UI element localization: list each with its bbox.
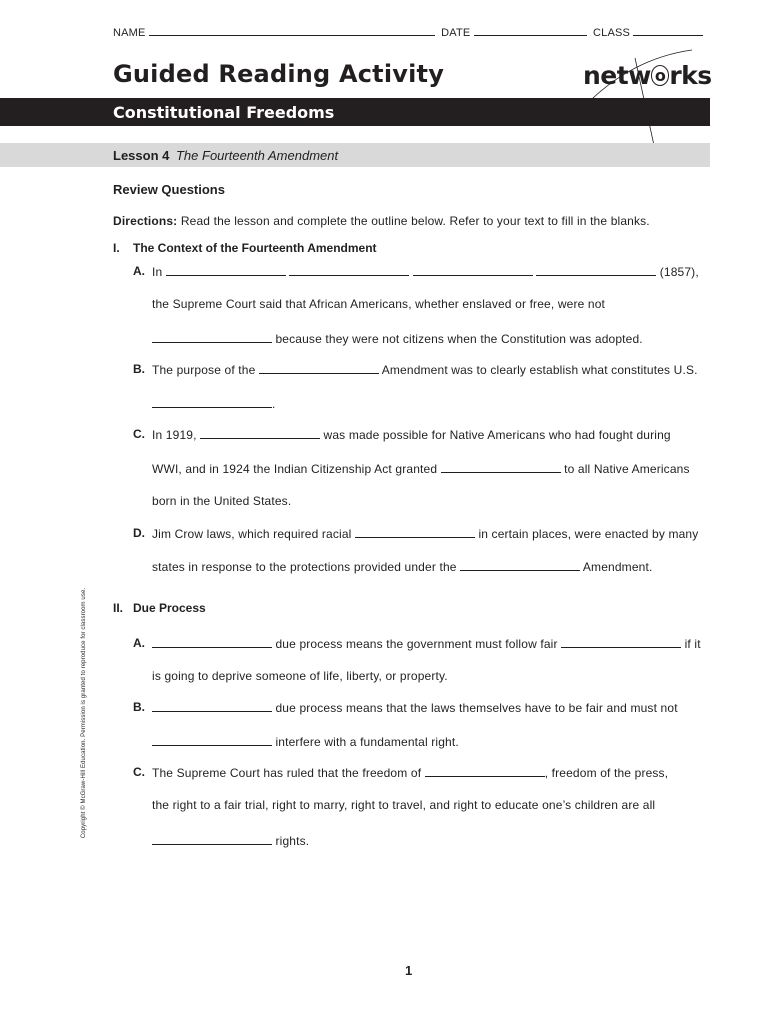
logo-text-middle: o [654, 66, 666, 85]
question-2a-line1 [152, 636, 701, 651]
logo-text-end: rks [669, 61, 712, 90]
question-text: interfere with a fundamental right. [275, 735, 459, 749]
page-number: 1 [405, 963, 413, 978]
question-text: if it [684, 637, 701, 651]
lesson-number: Lesson 4 [113, 148, 170, 163]
question-text: The purpose of the [152, 363, 256, 377]
answer-blank-1b-1[interactable] [259, 362, 379, 374]
question-1a-line3 [152, 331, 643, 346]
question-text: rights. [275, 834, 310, 848]
name-label: NAME [113, 27, 146, 39]
answer-blank-2b-2[interactable] [152, 734, 272, 746]
answer-blank-2c-2[interactable] [152, 833, 272, 845]
answer-blank-1a-4[interactable] [536, 264, 656, 276]
item-letter: B. [133, 700, 145, 714]
question-text: In [152, 265, 163, 279]
item-letter: D. [133, 526, 145, 540]
item-letter: B. [133, 362, 145, 376]
question-text: because they were not citizens when the Constitution was adopted. [275, 332, 643, 346]
answer-blank-2b-1[interactable] [152, 700, 272, 712]
answer-blank-1a-5[interactable] [152, 331, 272, 343]
directions-label: Directions: [113, 214, 178, 228]
question-1b-line1 [152, 362, 698, 377]
question-1c-line3: born in the United States. [152, 494, 292, 508]
copyright-notice: Copyright © McGraw-Hill Education. Permission is granted to reproduce for classroom use. [81, 587, 87, 839]
question-2b-line1 [152, 700, 678, 715]
page-title: Guided Reading Activity [113, 60, 445, 88]
directions-text: Read the lesson and complete the outline below. Refer to your text to fill in the blanks. [180, 214, 650, 228]
question-2c-line2: the right to a fair trial, right to marry, right to travel, and right to educate one’s children are all [152, 798, 656, 812]
lesson-heading [113, 148, 338, 163]
question-text: due process means the government must follow fair [275, 637, 558, 651]
banner-title: Constitutional Freedoms [113, 103, 335, 122]
item-letter: C. [133, 765, 145, 779]
question-text: was made possible for Native Americans who had fought during [323, 428, 671, 442]
section-numeral-1: I. [113, 241, 120, 255]
answer-blank-2c-1[interactable] [425, 765, 545, 777]
question-text: The Supreme Court has ruled that the freedom of [152, 766, 422, 780]
review-heading: Review Questions [113, 182, 225, 197]
question-text: due process means that the laws themselves have to be fair and must not [275, 701, 678, 715]
lesson-bar [0, 143, 710, 167]
item-letter: A. [133, 636, 145, 650]
section-title-1: The Context of the Fourteenth Amendment [133, 241, 377, 255]
answer-blank-1c-1[interactable] [200, 427, 320, 439]
question-text: in certain places, were enacted by many [478, 527, 699, 541]
section-title-2: Due Process [133, 601, 206, 615]
question-1d-line2 [152, 559, 652, 574]
question-1d-line1 [152, 526, 698, 541]
section-numeral-2: II. [113, 601, 124, 615]
logo-swoosh-icon [560, 30, 700, 160]
item-letter: A. [133, 264, 145, 278]
question-1b-line2 [152, 396, 275, 411]
question-2a-line2: is going to deprive someone of life, liberty, or property. [152, 669, 448, 683]
answer-blank-1d-2[interactable] [460, 559, 580, 571]
name-field[interactable] [149, 25, 435, 36]
question-text: Amendment was to clearly establish what constitutes U.S. [381, 363, 698, 377]
question-text: . [272, 397, 276, 411]
question-text: Jim Crow laws, which required racial [152, 527, 352, 541]
question-1a-line1 [152, 264, 699, 279]
question-1c-line2 [152, 461, 690, 476]
answer-blank-1a-1[interactable] [166, 264, 286, 276]
item-letter: C. [133, 427, 145, 441]
answer-blank-1b-2[interactable] [152, 396, 272, 408]
question-text: (1857), [659, 265, 699, 279]
directions [113, 214, 650, 228]
logo-text-start: netw [583, 61, 651, 90]
date-label: DATE [441, 27, 471, 39]
question-1c-line1 [152, 427, 671, 442]
lesson-title: The Fourteenth Amendment [175, 148, 339, 163]
question-text: In 1919, [152, 428, 197, 442]
question-text: Amendment. [582, 560, 653, 574]
question-2c-line3 [152, 833, 309, 848]
answer-blank-1d-1[interactable] [355, 526, 475, 538]
class-label: CLASS [592, 27, 631, 39]
answer-blank-1a-3[interactable] [413, 264, 533, 276]
question-1a-line2: the Supreme Court said that African Americans, whether enslaved or free, were not [152, 297, 606, 311]
question-text: , freedom of the press, [544, 766, 669, 780]
question-2c-line1 [152, 765, 668, 780]
question-text: states in response to the protections provided under the [152, 560, 457, 574]
question-text: to all Native Americans [564, 462, 690, 476]
answer-blank-1c-2[interactable] [441, 461, 561, 473]
question-2b-line2 [152, 734, 459, 749]
answer-blank-1a-2[interactable] [289, 264, 409, 276]
question-text: WWI, and in 1924 the Indian Citizenship Act granted [152, 462, 438, 476]
answer-blank-2a-2[interactable] [561, 636, 681, 648]
banner-bar [0, 98, 710, 126]
answer-blank-2a-1[interactable] [152, 636, 272, 648]
